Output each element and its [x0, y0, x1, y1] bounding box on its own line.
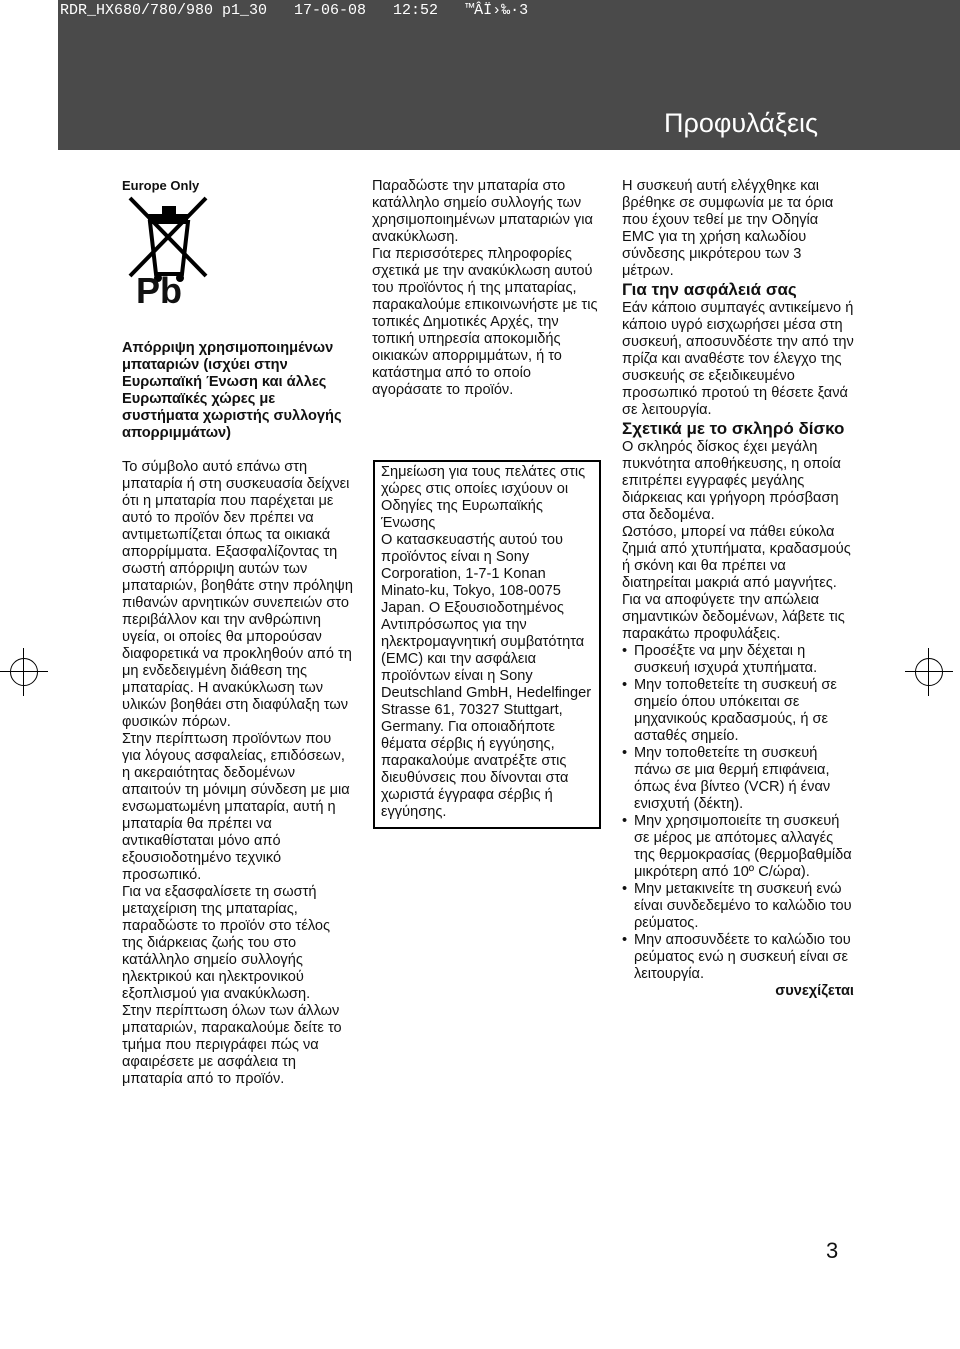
- paragraph: Στην περίπτωση προϊόντων που για λόγους ασφαλείας, επιδόσεων, η ακεραιότητας δεδομένων απαιτούν τη μόνιμη σύνδεση με μια ενσωματωμένη μπαταρία, αυτή η μπαταρία θα πρέπει να αντικαθίσταται μόνο από εξουσιοδοτημένο τεχνικό προσωπικό.: [122, 731, 350, 883]
- europe-only-label: Europe Only: [122, 178, 200, 193]
- list-item: • Μην τοποθετείτε τη συσκευή σε σημείο όπου υπόκειται σε μηχανικούς κραδασμούς, ή σε ασταθές σημείο.: [622, 677, 854, 745]
- notice-title: Σημείωση για τους πελάτες στις χώρες στις οποίες ισχύουν οι Οδηγίες της Ευρωπαϊκής Ένωσης: [381, 464, 586, 531]
- list-item: • Μην τοποθετείτε τη συσκευή πάνω σε μια θερμή επιφάνεια, όπως ένα βίντεο (VCR) ή έναν ενισχυτή (δέκτη).: [622, 745, 854, 813]
- eu-notice-box: [373, 460, 601, 829]
- continued-label: συνεχίζεται: [775, 983, 854, 999]
- page-title: Προφυλάξεις: [664, 108, 818, 138]
- list-item: • Προσέξτε να μην δέχεται η συσκευή ισχυρά χτυπήματα.: [622, 643, 854, 677]
- hdd-precautions-list: [622, 643, 854, 983]
- emc-paragraph: Η συσκευή αυτή ελέγχθηκε και βρέθηκε σε συμφωνία με τα όρια που έχουν τεθεί με την Οδηγία EMC για τη χρήση καλωδίου σύνδεσης μικρότερου των 3 μέτρων.: [622, 178, 834, 279]
- page-number: 3: [826, 1238, 839, 1263]
- paragraph: Παραδώστε την μπαταρία στο κατάλληλο σημείο συλλογής των χρησιμοποιημένων μπαταριών για ανακύκλωση.: [372, 178, 593, 245]
- lead-symbol: Pb: [136, 270, 183, 311]
- registration-mark-right: [905, 648, 953, 696]
- hdd-paragraph: Ωστόσο, μπορεί να πάθει εύκολα ζημιά από χτυπήματα, κραδασμούς ή σκόνη και θα πρέπει να διατηρείται μακριά από μαγνήτες. Για να αποφύγετε την απώλεια σημαντικών δεδομένων, λάβετε τις παρακάτω προφυλάξεις.: [622, 524, 851, 642]
- hdd-paragraph: Ο σκληρός δίσκος έχει μεγάλη πυκνότητα αποθήκευσης, η οποία επιτρέπει εγγραφές μεγάλης διάρκειας και γρήγορη πρόσβαση στα δεδομένα.: [622, 439, 841, 523]
- paragraph: Το σύμβολο αυτό επάνω στη μπαταρία ή στη συσκευασία δείχνει ότι η μπαταρία που παρέχεται με αυτό το προϊόν δεν πρέπει να αντιμετωπίζεται όπως τα οικιακά απορρίμματα. Εξασφαλίζοντας τη σωστή απόρριψη αυτών των μπαταριών, βοηθάτε στην πρόληψη πιθανών αρνητικών συνεπειών στο περιβάλλον και την ανθρώπινη υγεία, οι οποίες θα μπορούσαν διαφορετικά να προκληθούν από τη μη ενδεδειγμένη διάθεση της μπαταρίας. Η ανακύκλωση των υλικών βοηθάει στη διαφύλαξη των φυσικών πόρων.: [122, 459, 353, 730]
- safety-heading: Για την ασφάλειά σας: [622, 280, 797, 299]
- weee-battery-symbol: [122, 178, 232, 311]
- notice-text: Ο κατασκευαστής αυτού του προϊόντος είναι η Sony Corporation, 1-7-1 Konan Minato-ku, Tokyo, 108-0075 Japan. Ο Εξουσιοδοτημένος Αντιπρόσωπος για την ηλεκτρομαγνητική συμβατότητα (EMC) και την ασφάλεια προϊόντων είναι η Sony Deutschland GmbH, Hedelfinger Strasse 61, 70327 Stuttgart, Germany. Για οποιαδήποτε θέματα σέρβις ή εγγύησης, παρακαλούμε ανατρέξτε στις διευθύνσεις που δίνονται στα χωριστά έγγραφα σέρβις ή εγγύησης.: [381, 532, 592, 820]
- registration-mark-left: [0, 648, 48, 696]
- safety-paragraph: Εάν κάποιο συμπαγές αντικείμενο ή κάποιο υγρό εισχωρήσει μέσα στη συσκευή, αποσυνδέστε την από την πρίζα και αναθέστε τον έλεγχο της συσκευής σε εξειδικευμένο προσωπικό προτού τη θέσετε ξανά σε λειτουργία.: [622, 300, 854, 418]
- list-item: • Μην μετακινείτε τη συσκευή ενώ είναι συνδεδεμένο το καλώδιο του ρεύματος.: [622, 881, 854, 932]
- print-slug: RDR_HX680/780/980 p1_30 17-06-08 12:52 ™ÂÏ›‰·3: [60, 2, 529, 19]
- paragraph: Στην περίπτωση όλων των άλλων μπαταριών, παρακαλούμε δείτε το τμήμα που περιγράφει πώς να αφαιρέσετε με ασφάλεια τη μπαταρία από το προϊόν.: [122, 1003, 342, 1087]
- list-item: • Μην αποσυνδέετε το καλώδιο του ρεύματος ενώ η συσκευή είναι σε λειτουργία.: [622, 932, 854, 983]
- paragraph: Για περισσότερες πληροφορίες σχετικά με την ανακύκλωση αυτού του προϊόντος ή της μπαταρίας, παρακαλούμε επικοινωνήστε με τις τοπικές Δημοτικές Αρχές, την τοπική υπηρεσία αποκομιδής οικιακών απορριμμάτων, ή το κατάστημα από το οποίο αγοράσατε το προϊόν.: [372, 246, 598, 398]
- precautions-column: [622, 178, 854, 1000]
- battery-disposal-column: [122, 340, 354, 1088]
- list-item: • Μην χρησιμοποιείτε τη συσκευή σε μέρος με απότομες αλλαγές της θερμοκρασίας (θερμοβαθμίδα μικρότερη από 10º C/ώρα).: [622, 813, 854, 881]
- hdd-heading: Σχετικά με το σκληρό δίσκο: [622, 419, 845, 438]
- battery-disposal-heading: Απόρριψη χρησιμοποιημένων μπαταριών (ισχύει στην Ευρωπαϊκή Ένωση και άλλες Ευρωπαϊκές χώρες με συστήματα χωριστής συλλογής απορριμμάτων): [122, 340, 342, 441]
- paragraph: Για να εξασφαλίσετε τη σωστή μεταχείριση της μπαταρίας, παραδώστε το προϊόν στο τέλος της διάρκειας ζωής του στο κατάλληλο σημείο συλλογής ηλεκτρικού και ηλεκτρονικού εξοπλισμού για ανακύκλωση.: [122, 884, 331, 1002]
- header-band: [58, 0, 960, 150]
- recycling-column: [372, 178, 604, 399]
